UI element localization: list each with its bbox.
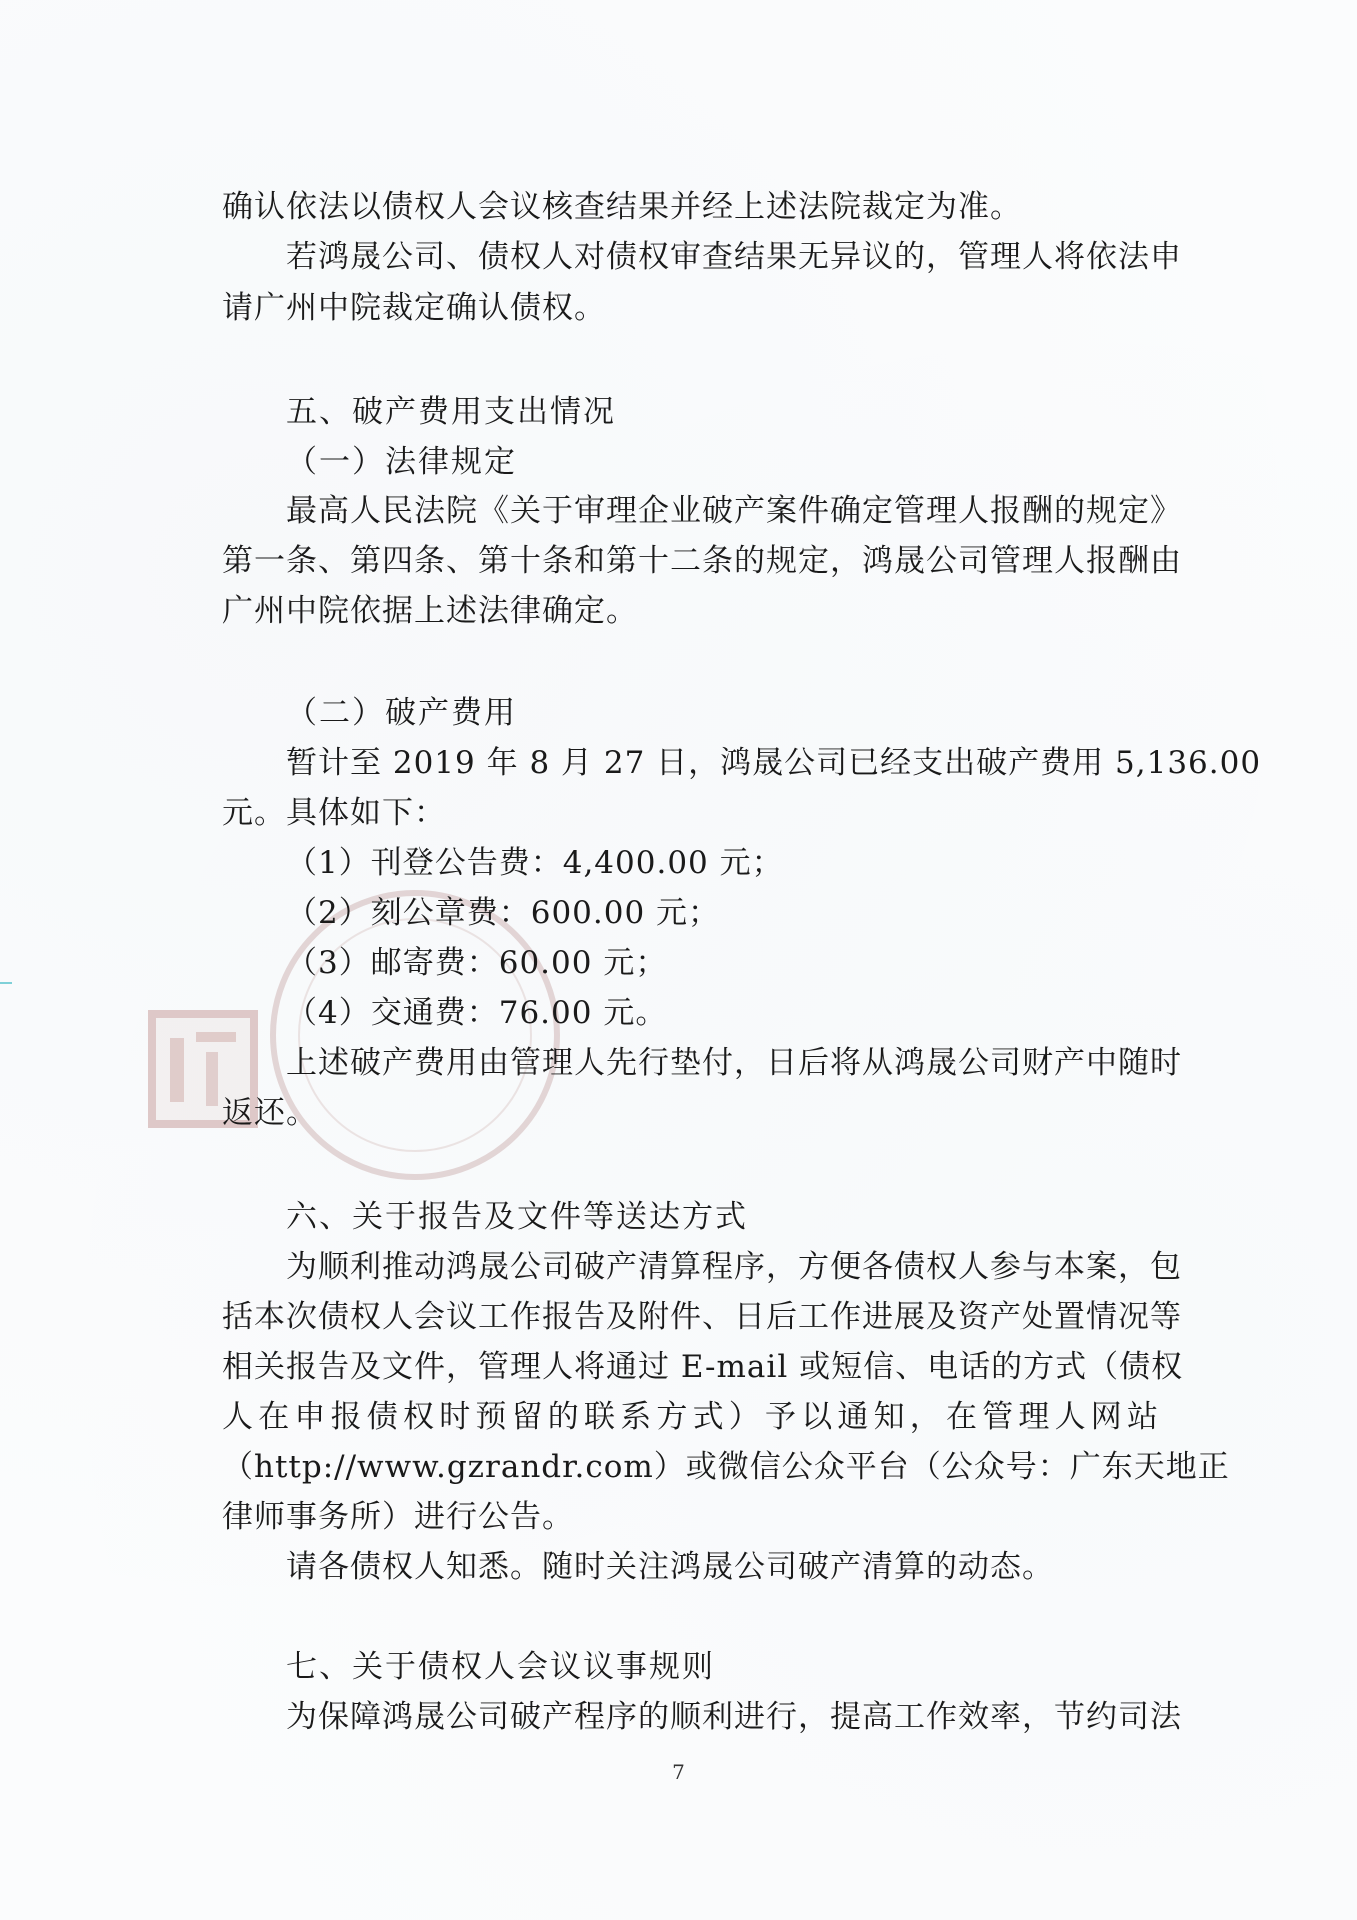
paragraph-line: 确认依法以债权人会议核查结果并经上述法院裁定为准。: [222, 189, 1022, 225]
page-number: 7: [672, 1760, 685, 1784]
paragraph-line: 人在申报债权时预留的联系方式）予以通知，在管理人网站: [222, 1399, 1159, 1435]
paragraph-line: 广州中院依据上述法律确定。: [222, 593, 638, 629]
scan-edge-mark: [0, 982, 12, 984]
list-item: （4）交通费：76.00 元。: [286, 995, 668, 1031]
paragraph-line: 请广州中院裁定确认债权。: [222, 290, 606, 326]
section-heading: 五、破产费用支出情况: [286, 394, 616, 430]
paragraph-line: （http://www.gzrandr.com）或微信公众平台（公众号：广东天地正: [222, 1449, 1230, 1485]
paragraph-line: 暂计至 2019 年 8 月 27 日，鸿晟公司已经支出破产费用 5,136.00: [286, 745, 1262, 781]
paragraph-line: 返还。: [222, 1095, 318, 1131]
paragraph-line: 最高人民法院《关于审理企业破产案件确定管理人报酬的规定》: [286, 493, 1182, 529]
subsection-heading: （一）法律规定: [286, 444, 517, 480]
paragraph-line: 第一条、第四条、第十条和第十二条的规定，鸿晟公司管理人报酬由: [222, 543, 1182, 579]
list-item: （2）刻公章费：600.00 元；: [286, 895, 721, 931]
paragraph-line: 括本次债权人会议工作报告及附件、日后工作进展及资产处置情况等: [222, 1299, 1182, 1335]
circular-seal-stamp: [270, 890, 560, 1180]
section-heading: 七、关于债权人会议议事规则: [286, 1649, 715, 1685]
paragraph-line: 相关报告及文件，管理人将通过 E-mail 或短信、电话的方式（债权: [222, 1349, 1184, 1385]
paragraph-line: 律师事务所）进行公告。: [222, 1499, 574, 1535]
paragraph-line: 若鸿晟公司、债权人对债权审查结果无异议的，管理人将依法申: [286, 239, 1182, 275]
paragraph-line: 上述破产费用由管理人先行垫付，日后将从鸿晟公司财产中随时: [286, 1045, 1182, 1081]
paragraph-line: 元。具体如下：: [222, 795, 446, 831]
list-item: （1）刊登公告费：4,400.00 元；: [286, 845, 784, 881]
list-item: （3）邮寄费：60.00 元；: [286, 945, 668, 981]
paragraph-line: 为保障鸿晟公司破产程序的顺利进行，提高工作效率，节约司法: [286, 1699, 1182, 1735]
subsection-heading: （二）破产费用: [286, 695, 517, 731]
paragraph-line: 为顺利推动鸿晟公司破产清算程序，方便各债权人参与本案，包: [286, 1249, 1182, 1285]
paragraph-line: 请各债权人知悉。随时关注鸿晟公司破产清算的动态。: [286, 1549, 1054, 1585]
section-heading: 六、关于报告及文件等送达方式: [286, 1199, 748, 1235]
